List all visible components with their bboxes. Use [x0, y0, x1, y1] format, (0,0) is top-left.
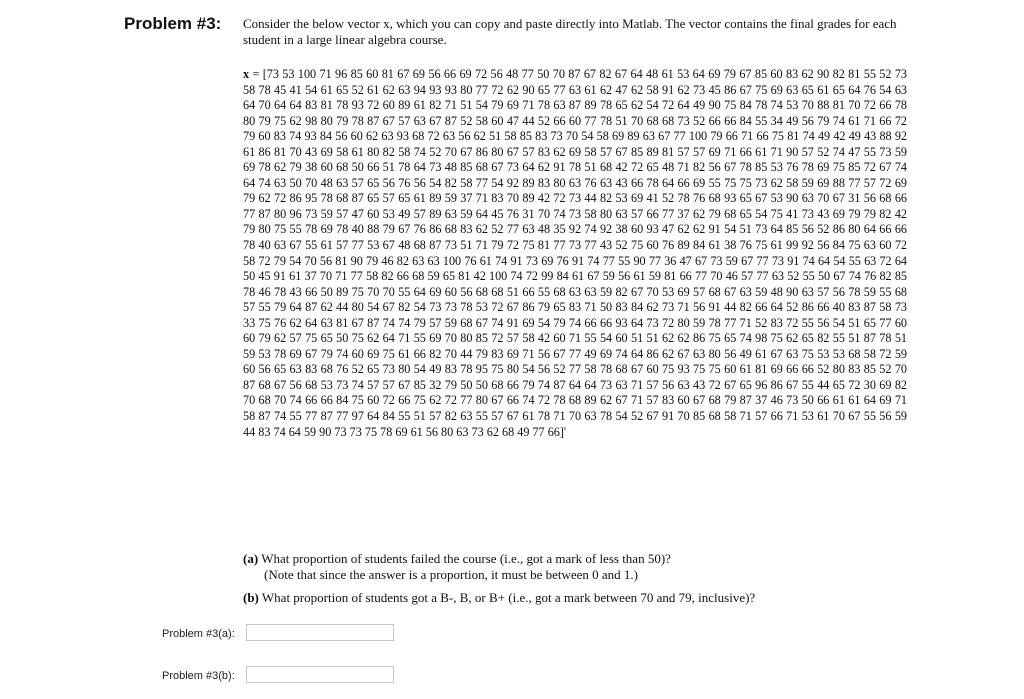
vector-name: x	[243, 67, 250, 81]
answer-a-label: Problem #3(a):	[162, 628, 235, 640]
question-a-note: (Note that since the answer is a proportion, it must be between 0 and 1.)	[264, 567, 639, 582]
answer-a-input[interactable]	[246, 624, 394, 641]
question-a-label: (a)	[243, 551, 259, 566]
problem-intro: Consider the below vector x, which you can copy and paste directly into Matlab. The vector contains the final grades for each student in a large linear algebra course.	[243, 16, 897, 47]
answer-b-label: Problem #3(b):	[162, 670, 235, 682]
question-b	[243, 590, 883, 606]
question-a	[243, 551, 883, 567]
vector-values: = [73 53 100 71 96 85 60 81 67 69 56 66 69 72 56 48 77 50 70 87 67 82 67 64 48 61 53 64 69 79 67 85 60 83 62 90 82 81 55 52 73 58 78 45 41 54 61 65 52 61 62 63 94 93 93 80 77 72 62 90 65 77 63 61 62 47 62 58 91 62 73 45 86 67 75 69 63 65 61 65 64 76 54 63 64 70 64 64 83 81 78 93 72 60 89 61 82 71 51 54 79 69 71 78 63 87 89 78 65 62 54 72 64 49 90 75 84 78 74 53 70 88 81 70 72 66 78 80 79 75 62 98 80 79 78 87 67 57 63 67 87 52 58 60 47 44 52 66 60 77 78 51 70 68 68 73 52 66 66 84 55 34 49 56 79 74 61 71 66 72 79 60 83 74 93 84 56 60 62 63 93 68 72 63 56 62 51 58 85 83 73 70 54 58 69 89 63 67 77 100 79 66 71 66 75 81 74 49 42 49 43 88 92 61 86 81 70 43 69 58 61 80 82 58 74 52 70 67 86 80 67 57 83 62 69 58 57 67 85 89 81 57 57 69 71 66 61 71 90 57 52 74 47 55 73 59 69 78 62 79 38 60 68 50 66 51 78 64 73 48 85 68 67 73 64 62 91 78 51 68 42 72 65 48 71 82 56 67 78 85 53 76 78 69 75 85 72 67 74 64 74 63 50 70 48 63 57 65 56 76 56 54 82 58 77 54 92 89 83 80 63 76 63 43 66 78 64 66 69 55 75 75 73 62 58 59 69 88 77 57 72 69 79 62 72 86 95 78 68 87 65 57 65 61 89 59 37 71 83 70 89 42 72 73 44 82 53 69 41 52 78 76 68 93 65 67 53 90 63 70 67 31 56 68 66 77 87 80 96 73 59 57 47 60 53 49 57 89 63 59 64 45 76 31 70 74 73 58 80 63 57 66 77 37 62 79 68 65 54 75 41 73 43 69 79 79 82 42 79 80 75 55 78 69 78 40 88 79 67 76 86 68 83 62 52 77 63 48 35 92 74 92 38 60 93 47 62 62 91 54 51 73 64 85 56 52 86 80 64 66 66 78 40 63 67 55 61 57 77 53 67 48 68 87 73 51 71 79 72 75 81 77 73 77 43 52 75 60 76 89 84 61 38 76 75 61 99 92 56 84 75 63 60 72 58 72 79 54 70 56 81 90 79 46 82 63 63 100 76 61 74 91 73 69 76 91 74 77 55 90 77 36 47 67 73 59 67 77 73 91 74 64 54 55 63 72 64 50 45 91 61 37 70 71 77 58 82 66 68 59 65 81 42 100 74 72 99 84 61 67 59 56 61 59 81 66 77 70 46 57 77 63 52 55 50 67 74 76 82 85 78 46 78 43 66 50 89 75 70 70 55 64 69 60 56 68 68 51 66 55 68 63 63 59 82 67 70 53 69 57 68 67 63 59 48 90 63 57 56 78 59 55 68 57 55 79 64 87 62 44 80 54 67 82 54 73 73 78 53 72 67 86 79 65 83 71 50 83 84 62 73 71 56 91 44 82 66 64 52 86 66 40 83 87 58 73 33 75 76 62 64 63 81 67 87 74 74 79 57 59 68 67 74 91 69 54 79 74 66 66 93 64 73 72 80 59 78 77 71 52 83 72 55 56 54 51 65 77 60 60 79 62 57 75 65 50 75 62 64 71 55 69 70 80 85 72 57 58 42 60 71 55 54 60 51 51 62 62 86 75 65 74 98 75 62 65 82 55 51 87 78 51 59 53 78 69 67 79 74 60 69 75 61 66 82 70 44 79 83 69 71 56 67 77 49 69 74 64 86 62 67 63 80 56 49 61 67 63 75 53 53 68 58 72 59 60 56 65 63 83 68 76 52 65 73 80 54 49 83 78 95 75 80 54 56 52 77 58 78 68 67 60 75 93 75 75 60 61 81 69 66 66 52 80 83 85 52 70 87 68 67 56 68 53 73 74 57 57 67 85 32 79 50 50 68 66 79 74 87 64 64 73 63 71 57 56 63 43 72 67 65 96 86 67 55 44 65 72 30 69 82 70 68 70 74 66 66 84 75 60 72 66 75 62 72 77 80 67 66 74 72 78 68 89 62 67 71 57 83 60 67 68 79 87 37 46 73 50 66 61 61 64 69 71 58 87 74 55 77 87 77 97 64 84 55 51 57 82 63 55 57 67 61 78 71 70 63 78 54 52 67 91 70 85 68 58 71 57 66 71 53 61 70 67 55 56 59 44 83 74 64 59 90 73 73 75 78 69 61 56 80 63 73 62 68 49 77 66]'	[243, 67, 908, 439]
questions	[243, 551, 883, 606]
question-b-label: (b)	[243, 590, 259, 605]
question-a-text: What proportion of students failed the course (i.e., got a mark of less than 50)?	[261, 551, 671, 566]
answer-b-input[interactable]	[246, 666, 394, 683]
vector-data	[243, 67, 907, 440]
problem-label: Problem #3:	[124, 14, 222, 33]
question-b-text: What proportion of students got a B-, B, or B+ (i.e., got a mark between 70 and 79, inclusive)?	[261, 590, 756, 605]
